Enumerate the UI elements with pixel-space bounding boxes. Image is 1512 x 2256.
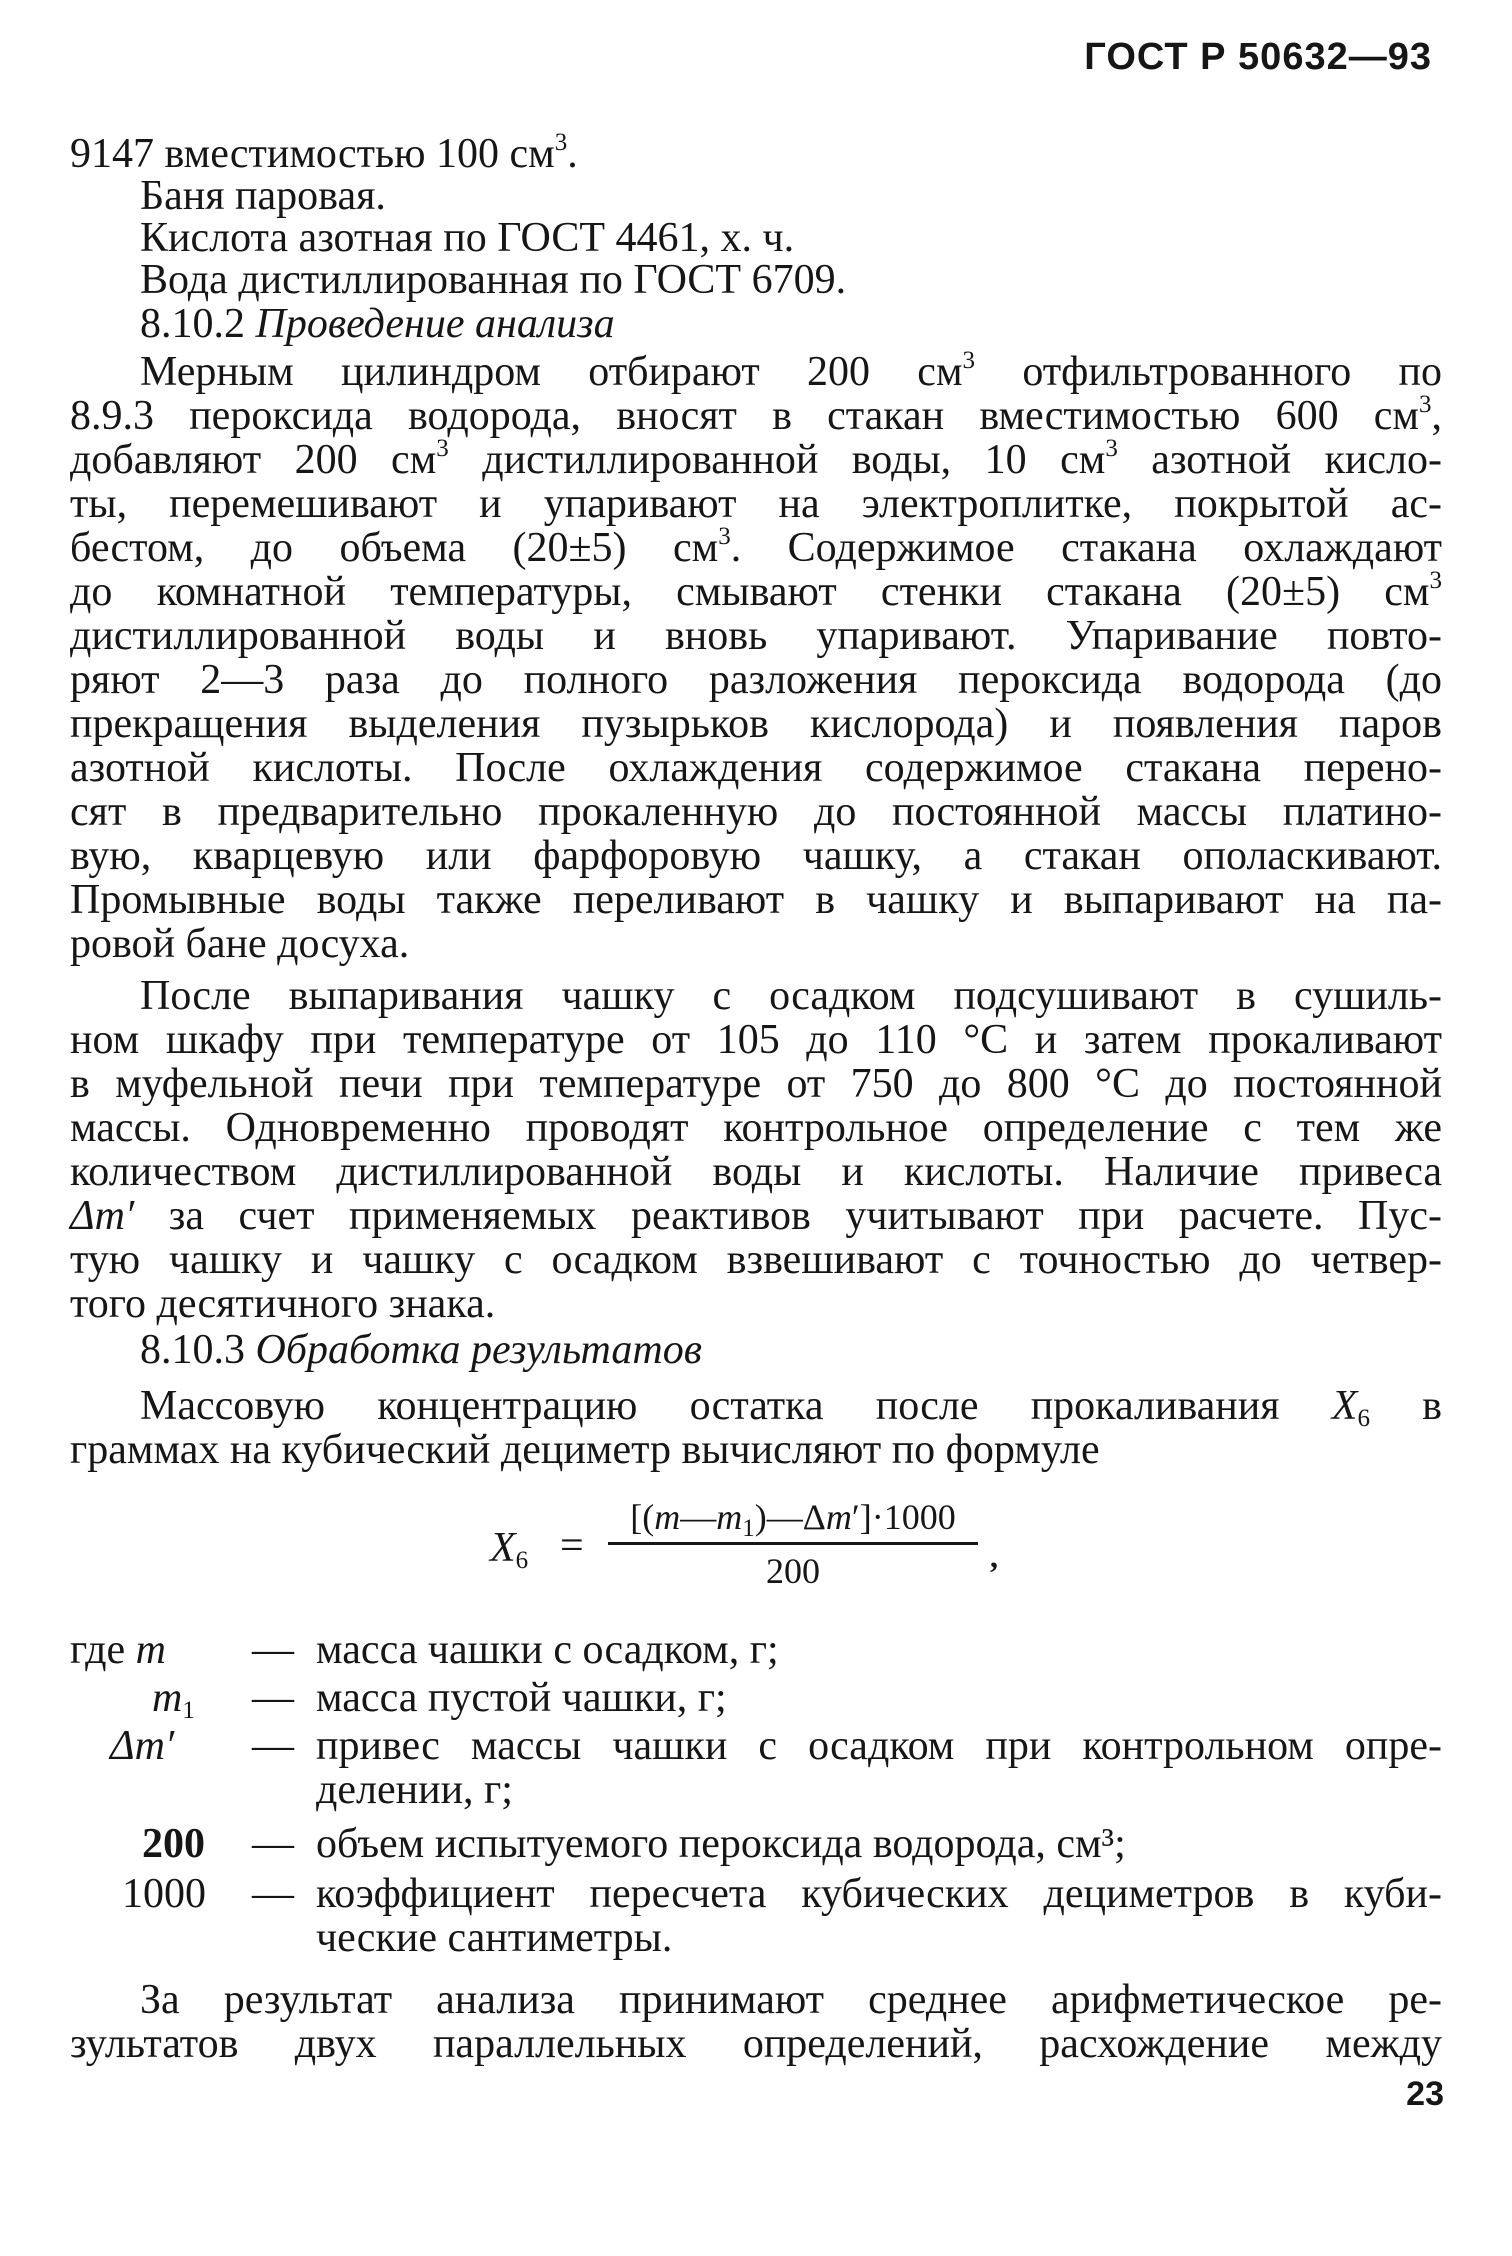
legend-description: коэффициент пересчета кубических дециметров в куби- [316,1871,1442,1917]
legend-description: масса чашки с осадком, г; [316,1627,779,1673]
paragraph-line: добавляют 200 $см^3$ дистиллированной воды, 10 $см^3$ азотной кисло- [70,435,1442,483]
paragraph-line: Массовую концентрацию остатка после прокаливания $X_6$ в [140,1383,1442,1432]
legend-item: где m [70,1627,166,1673]
legend-item: 200 [142,1821,205,1867]
paragraph-line: За результат анализа принимают среднее арифметическое ре- [140,1977,1442,2023]
paragraph-line: Промывные воды также переливают в чашку и выпаривают на па- [70,877,1442,923]
formula-x6 [490,1496,1010,1606]
paragraph-line: Мерным цилиндром отбирают 200 $см^3$ отфильтрованного по [140,347,1442,395]
paragraph-line: вую, кварцевую или фарфоровую чашку, а стакан ополаскивают. [70,833,1442,879]
material-line: 9147 вместимостью 100 $см^3$. [70,129,578,177]
legend-dash: — [252,1675,294,1721]
page-number: 23 [1406,2075,1444,2113]
paragraph-line: дистиллированной воды и вновь упаривают. Упаривание повто- [70,613,1442,659]
paragraph-line: сят в предварительно прокаленную до постоянной массы платино- [70,789,1442,835]
fraction-bar [608,1542,978,1545]
paragraph-line: азотной кислоты. После охлаждения содержимое стакана перено- [70,745,1442,791]
legend-description: объем испытуемого пероксида водорода, см³; [316,1821,1126,1867]
legend-item: 1000 [122,1871,206,1917]
paragraph-line: ряют 2—3 раза до полного разложения пероксида водорода (до [70,657,1442,703]
paragraph-line: до комнатной температуры, смывают стенки стакана (20±5) $см^3$ [70,567,1442,615]
paragraph-line: ровой бане досуха. [70,921,410,967]
paragraph-line: ном шкафу при температуре от 105 до 110 °С и затем прокаливают [70,1017,1442,1063]
paragraph-line: ты, перемешивают и упаривают на электроплитке, покрытой ас- [70,481,1442,527]
legend-description: масса пустой чашки, г; [316,1675,727,1721]
formula-lhs: $X_6$ [490,1525,529,1574]
legend-item: $m_1$ [152,1675,195,1724]
formula-equals: = [560,1523,584,1569]
paragraph-line: массы. Одновременно проводят контрольное определение с тем же [70,1105,1442,1151]
material-line: Баня паровая. [140,173,386,219]
paragraph-line: 8.9.3 пероксида водорода, вносят в стакан вместимостью 600 $см^3$, [70,391,1442,439]
legend-dash: — [252,1821,294,1867]
legend-dash: — [252,1627,294,1673]
section-heading-8-10-3: 8.10.3 Обработка результатов [140,1327,702,1373]
paragraph-line: бестом, до объема (20±5) $см^3$. Содержимое стакана охлаждают [70,523,1442,571]
paragraph-line: того десятичного знака. [70,1281,496,1327]
material-line: Вода дистиллированная по ГОСТ 6709. [140,257,847,303]
formula-denominator: 200 [766,1551,820,1591]
paragraph-line: тую чашку и чашку с осадком взвешивают с точностью до четвер- [70,1237,1442,1283]
section-heading-8-10-2: 8.10.2 Проведение анализа [140,301,615,347]
standard-header: ГОСТ Р 50632—93 [1084,36,1432,78]
paragraph-line: зультатов двух параллельных определений, расхождение между [70,2021,1442,2067]
legend-description: делении, г; [316,1767,513,1813]
paragraph-line: в муфельной печи при температуре от 750 до 800 °С до постоянной [70,1061,1442,1107]
material-line: Кислота азотная по ГОСТ 4461, х. ч. [140,215,795,261]
paragraph-line: прекращения выделения пузырьков кислорода) и появления паров [70,701,1442,747]
legend-description: привес массы чашки с осадком при контрольном опре- [316,1723,1442,1769]
paragraph-line: количеством дистиллированной воды и кислоты. Наличие привеса [70,1149,1442,1195]
paragraph-line: После выпаривания чашку с осадком подсушивают в сушиль- [140,973,1442,1019]
legend-dash: — [252,1871,294,1917]
legend-item: Δm′ [110,1723,175,1769]
paragraph-line: Δm′ за счет применяемых реактивов учитывают при расчете. Пус- [70,1193,1442,1239]
legend-dash: — [252,1723,294,1769]
formula-comma: , [990,1538,998,1574]
formula-numerator: $[(m—m_1)—\Delta m']\cdot 1000$ [630,1497,956,1542]
legend-description: ческие сантиметры. [316,1915,673,1961]
paragraph-line: граммах на кубический дециметр вычисляют по формуле [70,1427,1100,1473]
